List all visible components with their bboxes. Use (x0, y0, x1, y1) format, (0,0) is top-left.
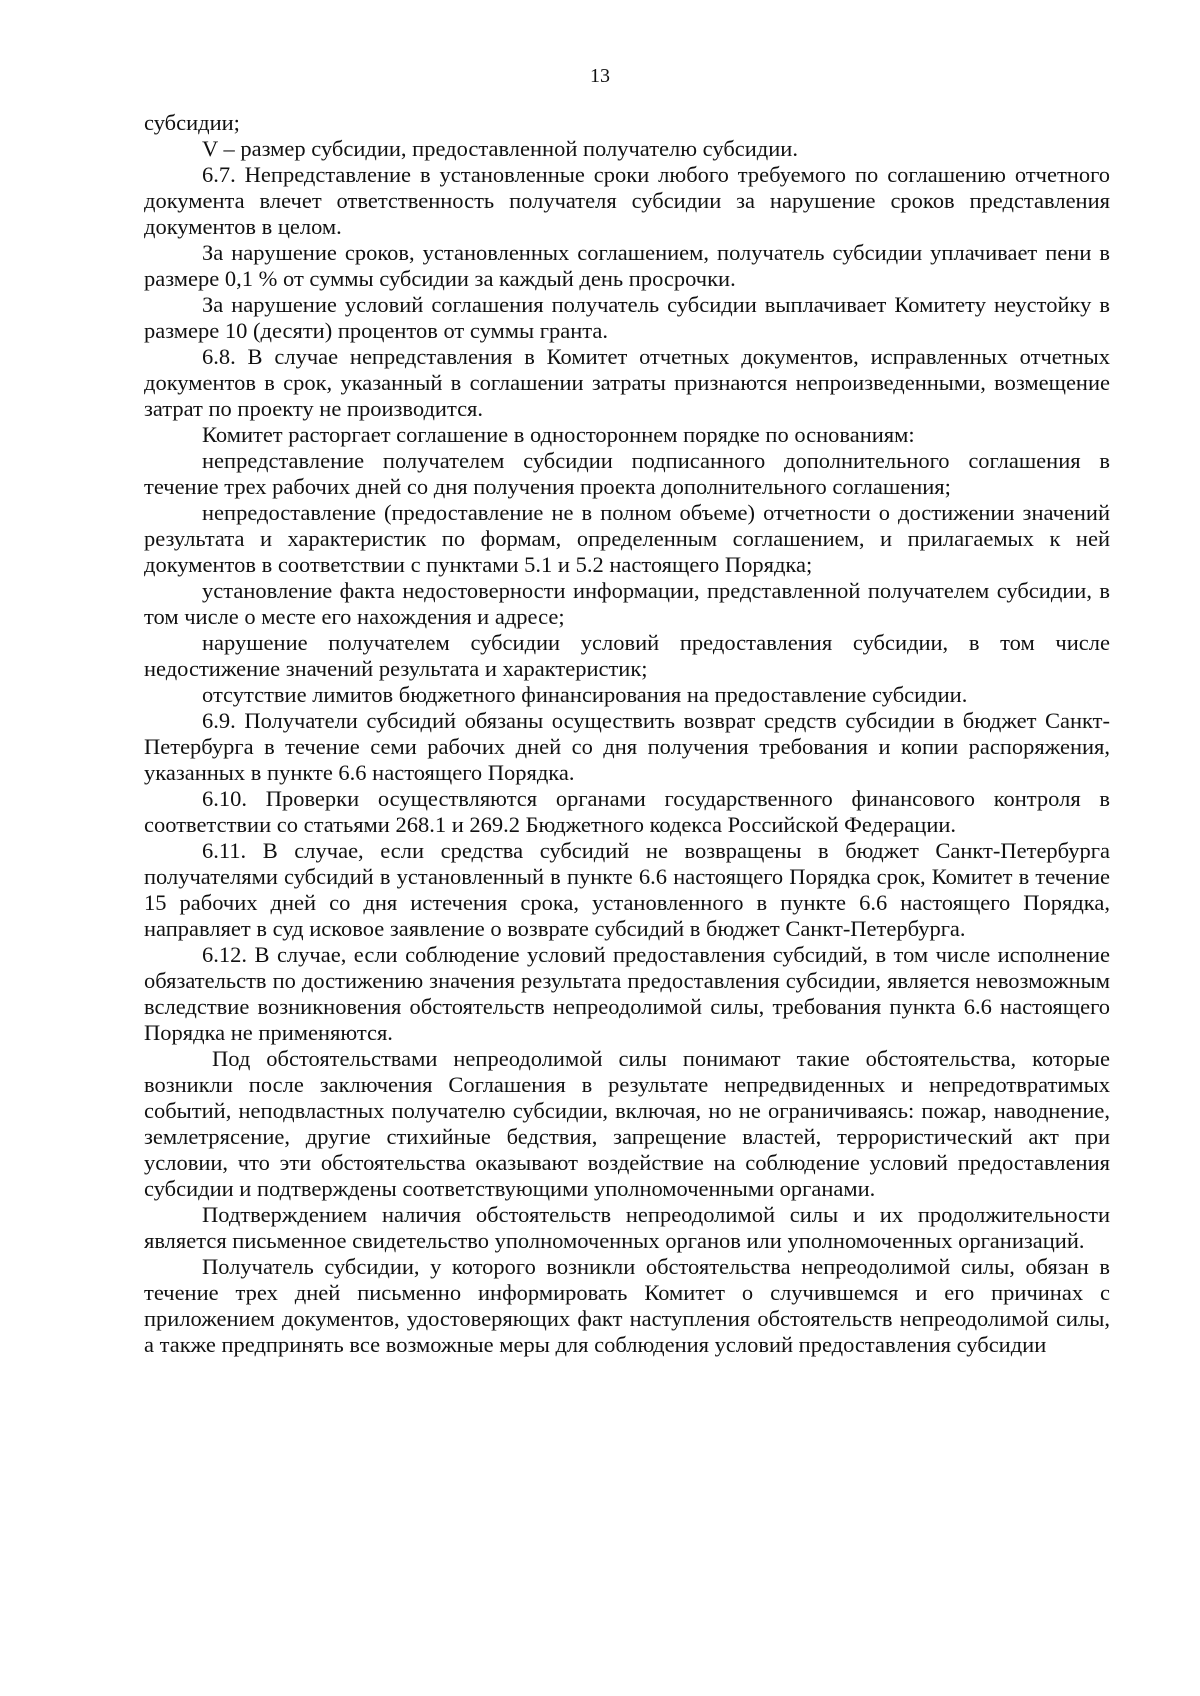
paragraph-6-11: 6.11. В случае, если средства субсидий не возвращены в бюджет Санкт-Петербурга получателями субсидий в установленный в пункте 6.6 настоящего Порядка срок, Комитет в течение 15 рабочих дней со дня истечения срока, установленного в пункте 6.6 настоящего Порядка, направляет в суд исковое заявление о возврате субсидий в бюджет Санкт-Петербурга. (144, 838, 1110, 941)
paragraph-force-majeure-confirmation: Подтверждением наличия обстоятельств непреодолимой силы и их продолжительности является письменное свидетельство уполномоченных органов или уполномоченных организаций. (144, 1202, 1110, 1253)
list-item-ground-2: непредоставление (предоставление не в полном объеме) отчетности о достижении значений результата и характеристик по формам, определенным соглашением, и прилагаемых к ней документов в соответствии с пунктами 5.1 и 5.2 настоящего Порядка; (144, 500, 1110, 577)
paragraph-subsidy-continuation: субсидии; (144, 110, 240, 135)
paragraph-6-9: 6.9. Получатели субсидий обязаны осуществить возврат средств субсидии в бюджет Санкт-Петербурга в течение семи рабочих дней со дня получения требования и копии распоряжения, указанных в пункте 6.6 настоящего Порядка. (144, 708, 1110, 785)
list-item-ground-1: непредставление получателем субсидии подписанного дополнительного соглашения в течение трех рабочих дней со дня получения проекта дополнительного соглашения; (144, 448, 1110, 499)
paragraph-forfeit: За нарушение условий соглашения получатель субсидии выплачивает Комитету неустойку в размере 10 (десяти) процентов от суммы гранта. (144, 292, 1110, 343)
paragraph-force-majeure-definition: Под обстоятельствами непреодолимой силы понимают такие обстоятельства, которые возникли после заключения Соглашения в результате непредвиденных и непредотвратимых событий, неподвластных получателю субсидии, включая, но не ограничиваясь: пожар, наводнение, землетрясение, другие стихийные бедствия, запрещение властей, террористический акт при условии, что эти обстоятельства оказывают воздействие на соблюдение условий предоставления субсидии и подтверждены соответствующими уполномоченными органами. (144, 1046, 1110, 1201)
paragraph-penalty: За нарушение сроков, установленных соглашением, получатель субсидии уплачивает пени в размере 0,1 % от суммы субсидии за каждый день просрочки. (144, 240, 1110, 291)
list-item-ground-4: нарушение получателем субсидии условий предоставления субсидии, в том числе недостижение значений результата и характеристик; (144, 630, 1110, 681)
paragraph-6-7: 6.7. Непредставление в установленные сроки любого требуемого по соглашению отчетного документа влечет ответственность получателя субсидии за нарушение сроков представления документов в целом. (144, 162, 1110, 239)
paragraph-v-definition: V – размер субсидии, предоставленной получателю субсидии. (202, 136, 798, 161)
document-body (144, 110, 1110, 1358)
list-item-ground-5: отсутствие лимитов бюджетного финансирования на предоставление субсидии. (202, 682, 968, 707)
list-item-ground-3: установление факта недостоверности информации, представленной получателем субсидии, в том числе о месте его нахождения и адресе; (144, 578, 1110, 629)
paragraph-termination-grounds: Комитет расторгает соглашение в одностороннем порядке по основаниям: (202, 422, 915, 447)
paragraph-force-majeure-obligation: Получатель субсидии, у которого возникли обстоятельства непреодолимой силы, обязан в течение трех дней письменно информировать Комитет о случившемся и его причинах с приложением документов, удостоверяющих факт наступления обстоятельств непреодолимой силы, а также предпринять все возможные меры для соблюдения условий предоставления субсидии (144, 1254, 1110, 1357)
paragraph-6-10: 6.10. Проверки осуществляются органами государственного финансового контроля в соответствии со статьями 268.1 и 269.2 Бюджетного кодекса Российской Федерации. (144, 786, 1110, 837)
page-number: 13 (590, 65, 610, 87)
paragraph-6-12: 6.12. В случае, если соблюдение условий предоставления субсидий, в том числе исполнение обязательств по достижению значения результата предоставления субсидии, является невозможным вследствие возникновения обстоятельств непреодолимой силы, требования пункта 6.6 настоящего Порядка не применяются. (144, 942, 1110, 1045)
paragraph-6-8: 6.8. В случае непредставления в Комитет отчетных документов, исправленных отчетных документов в срок, указанный в соглашении затраты признаются непроизведенными, возмещение затрат по проекту не производится. (144, 344, 1110, 421)
